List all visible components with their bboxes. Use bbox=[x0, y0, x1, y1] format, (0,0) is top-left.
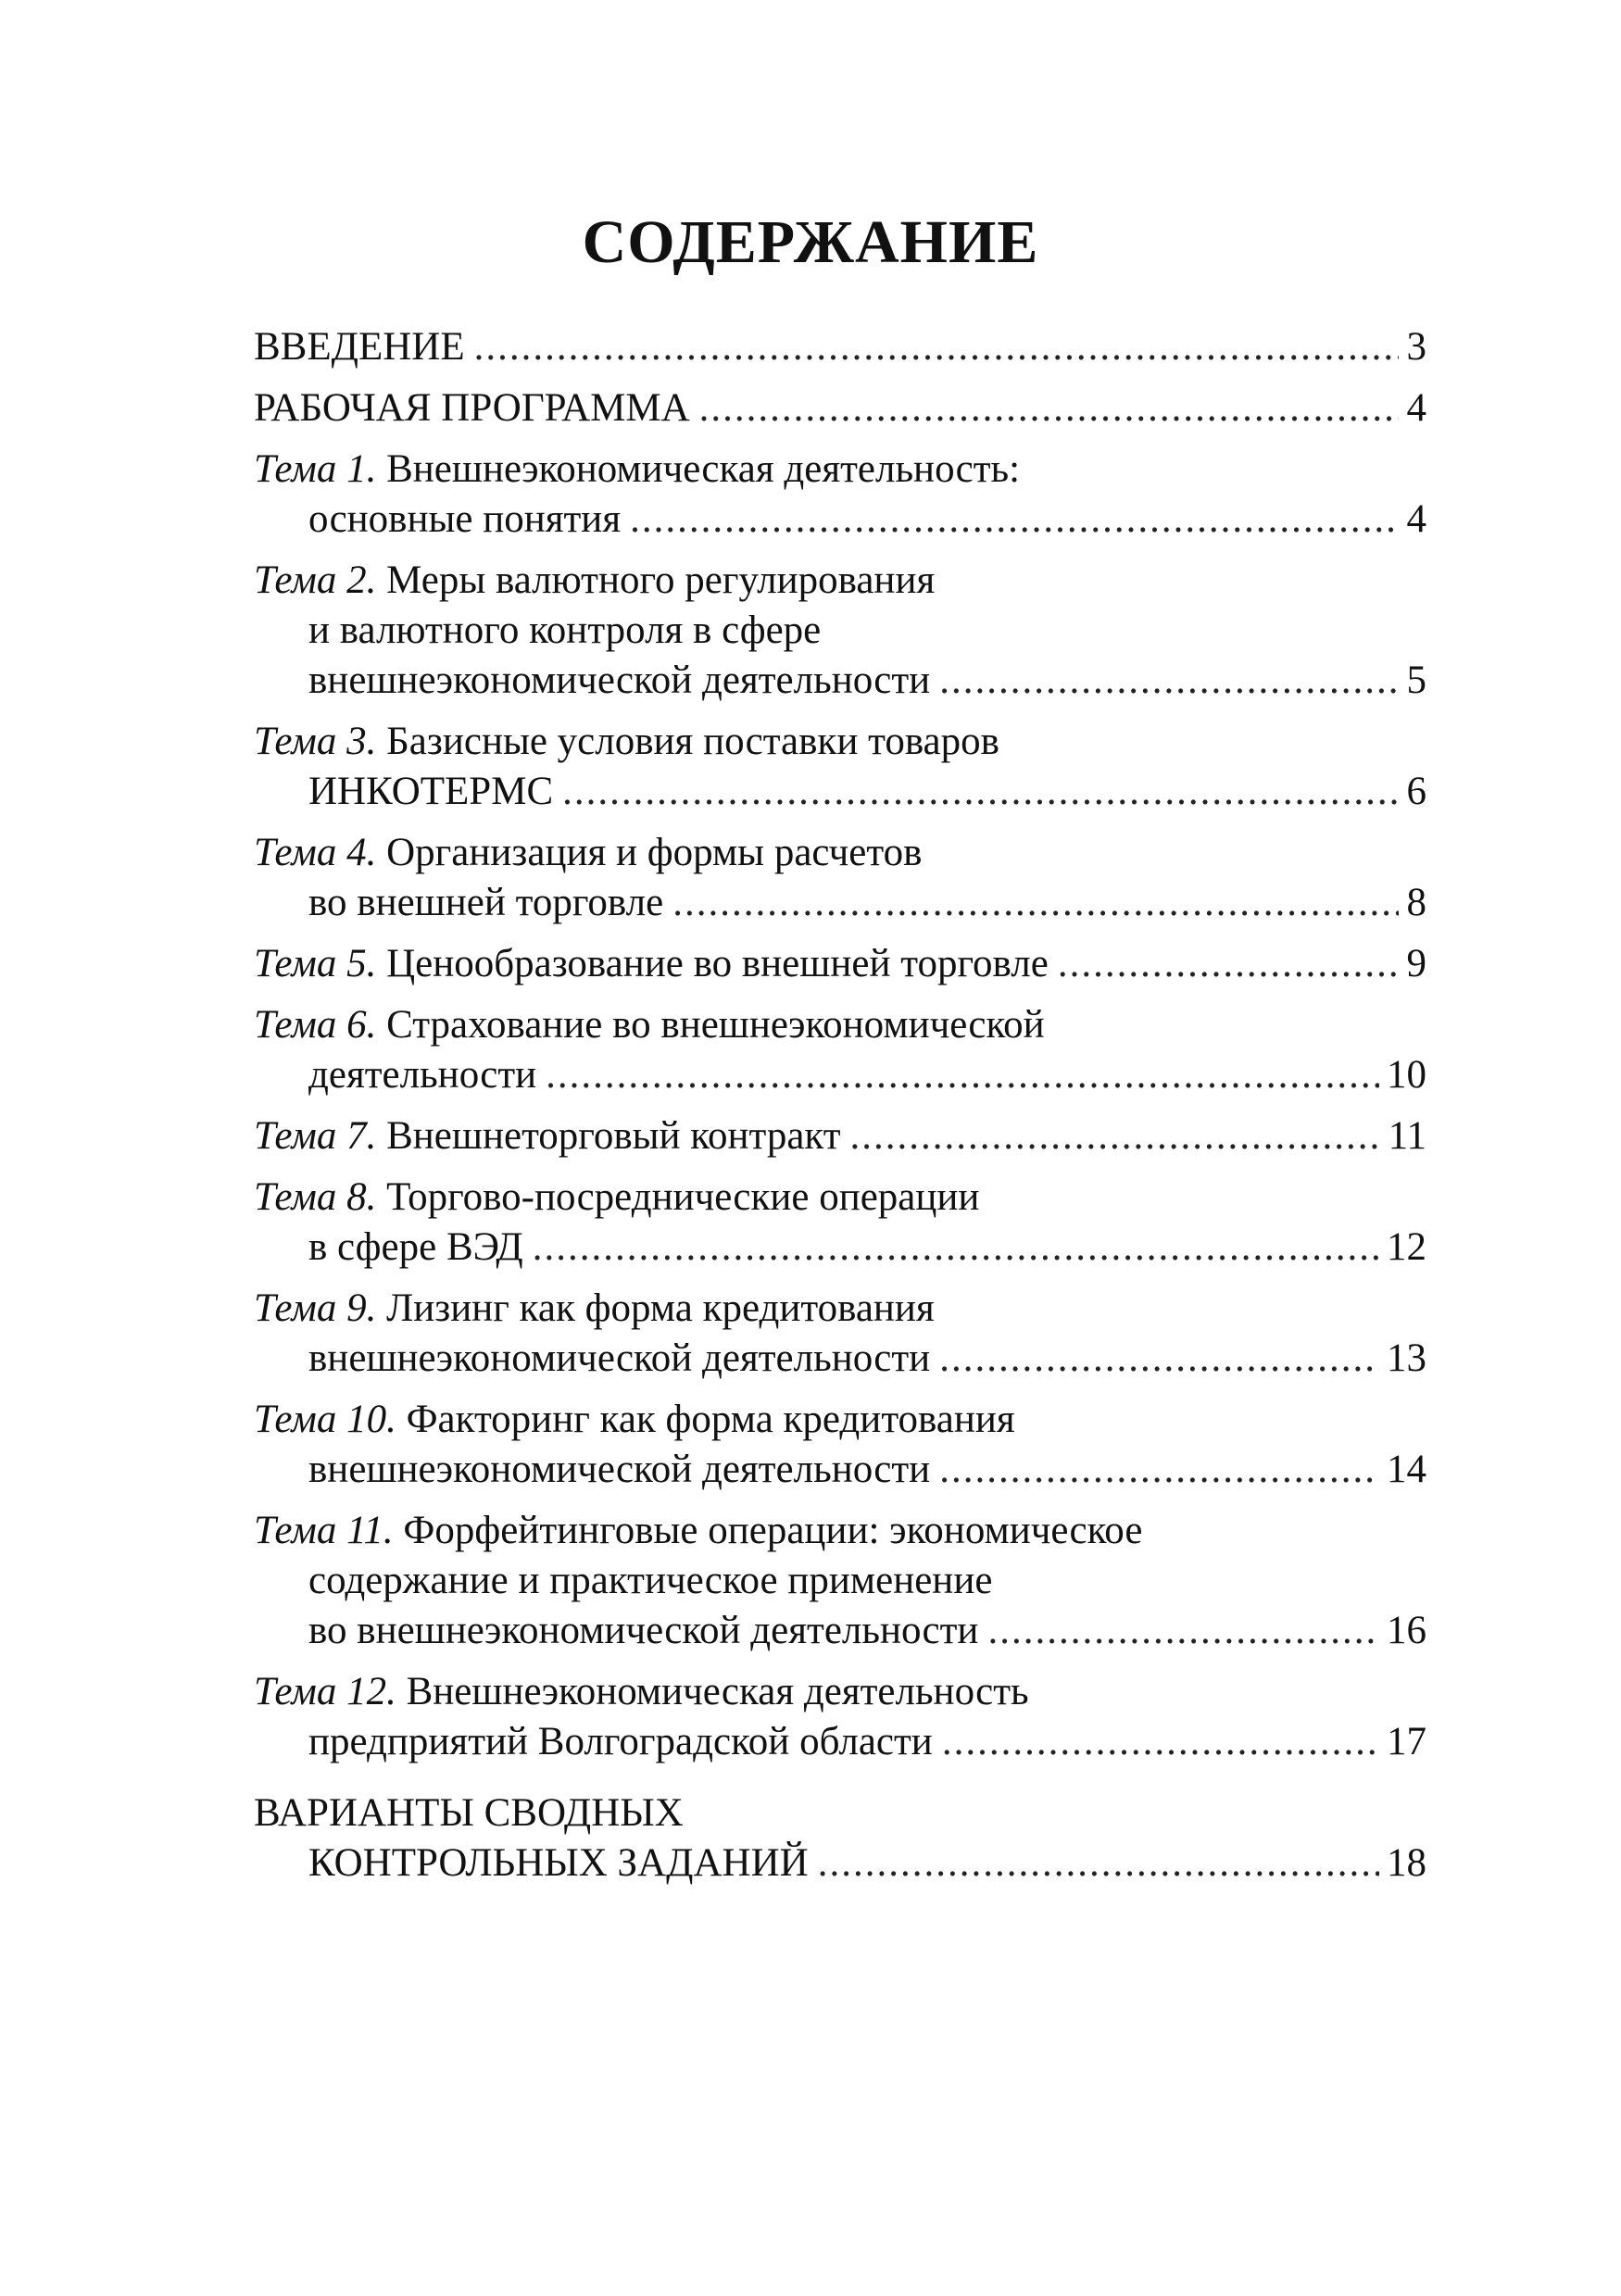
toc-page-number: 14 bbox=[1387, 1448, 1426, 1491]
toc-entry-title: во внешней торговле bbox=[308, 881, 664, 924]
toc-entry-text bbox=[308, 878, 663, 928]
dot-leader bbox=[939, 656, 1399, 706]
toc-page-number: 9 bbox=[1406, 942, 1426, 985]
toc-entry-line bbox=[254, 1334, 1426, 1384]
toc-entry-line bbox=[254, 1788, 1426, 1838]
toc-entry-text bbox=[254, 1670, 1029, 1713]
toc-entry-title: КОНТРОЛЬНЫХ ЗАДАНИЙ bbox=[308, 1841, 809, 1885]
dot-leader bbox=[942, 1717, 1379, 1767]
toc-entry-title: и валютного контроля в сфере bbox=[308, 609, 822, 652]
toc-entry-title: во внешнеэкономической деятельности bbox=[308, 1609, 979, 1652]
toc-entry-line bbox=[254, 767, 1426, 817]
toc-entry[interactable] bbox=[254, 383, 1426, 433]
toc-entry-title: внешнеэкономической деятельности bbox=[308, 659, 931, 702]
toc-entry[interactable] bbox=[254, 1173, 1426, 1273]
toc-entry-line bbox=[254, 1223, 1426, 1273]
toc-page-number: 16 bbox=[1387, 1609, 1426, 1652]
toc-entry-title: внешнеэкономической деятельности bbox=[308, 1448, 931, 1491]
toc-page-number: 10 bbox=[1387, 1053, 1426, 1097]
toc-entry-text bbox=[254, 383, 690, 433]
toc-entry-title: внешнеэкономической деятельности bbox=[308, 1336, 931, 1380]
toc-entry-text bbox=[254, 1286, 935, 1330]
toc-entry-line bbox=[254, 445, 1426, 495]
toc-entry-text bbox=[254, 1791, 684, 1835]
toc-entry-line bbox=[254, 556, 1426, 606]
toc-entry-line bbox=[254, 939, 1426, 989]
toc-entry-text bbox=[254, 1175, 979, 1219]
toc-entry-line bbox=[254, 495, 1426, 545]
toc-entry-title: деятельности bbox=[308, 1053, 537, 1097]
toc-entry[interactable] bbox=[254, 556, 1426, 706]
toc-entry-title: Торгово-посреднические операции bbox=[376, 1175, 980, 1219]
toc-entry-line bbox=[254, 878, 1426, 928]
toc-entry[interactable] bbox=[254, 939, 1426, 989]
toc-entry-title: Организация и формы расчетов bbox=[376, 831, 923, 874]
toc-entry[interactable] bbox=[254, 1284, 1426, 1384]
toc-page-number: 3 bbox=[1406, 325, 1426, 369]
toc-entry-text bbox=[254, 1398, 1015, 1441]
page-title: СОДЕРЖАНИЕ bbox=[582, 208, 1039, 276]
toc-entry-line bbox=[254, 656, 1426, 706]
toc-entry-line bbox=[254, 606, 1426, 656]
toc-topic-label: Тема 3. bbox=[254, 720, 377, 763]
dot-leader bbox=[987, 1606, 1379, 1656]
toc-topic-label: Тема 8. bbox=[254, 1175, 377, 1219]
toc-page-number: 4 bbox=[1406, 386, 1426, 430]
toc-entry-line bbox=[254, 1173, 1426, 1223]
toc-topic-label: Тема 1. bbox=[254, 447, 377, 491]
toc-entry-title: ВВЕДЕНИЕ bbox=[254, 325, 465, 369]
toc-entry[interactable] bbox=[254, 1788, 1426, 1888]
toc-entry-text bbox=[254, 322, 465, 372]
toc-entry-line bbox=[254, 1838, 1426, 1888]
toc-entry-line bbox=[254, 1606, 1426, 1656]
toc-entry-text bbox=[308, 656, 930, 706]
toc-page-number: 8 bbox=[1406, 881, 1426, 924]
dot-leader bbox=[818, 1838, 1379, 1888]
toc-entry-text bbox=[254, 831, 922, 874]
toc-entry[interactable] bbox=[254, 1111, 1426, 1161]
toc-entry-line bbox=[254, 1111, 1426, 1161]
toc-topic-label: Тема 9. bbox=[254, 1286, 377, 1330]
table-of-contents bbox=[254, 322, 1426, 1888]
dot-leader bbox=[562, 767, 1399, 817]
toc-entry-title: Внешнеэкономическая деятельность bbox=[396, 1670, 1029, 1713]
toc-entry-line bbox=[254, 1445, 1426, 1495]
toc-entry-text bbox=[308, 1559, 992, 1602]
toc-entry[interactable] bbox=[254, 445, 1426, 545]
toc-page-number: 5 bbox=[1406, 659, 1426, 702]
toc-entry[interactable] bbox=[254, 1667, 1426, 1767]
dot-leader bbox=[939, 1334, 1379, 1384]
toc-entry-title: Внешнеторговый контракт bbox=[376, 1114, 841, 1158]
dot-leader bbox=[850, 1111, 1381, 1161]
toc-entry[interactable] bbox=[254, 1506, 1426, 1656]
toc-entry-title: Меры валютного регулирования bbox=[376, 558, 936, 602]
toc-topic-label: Тема 6. bbox=[254, 1003, 377, 1047]
toc-page-number: 18 bbox=[1387, 1841, 1426, 1885]
toc-entry-text bbox=[254, 1003, 1045, 1047]
dot-leader bbox=[1058, 939, 1399, 989]
toc-entry-title: Базисные условия поставки товаров bbox=[376, 720, 999, 763]
dot-leader bbox=[699, 383, 1399, 433]
toc-entry-title: основные понятия bbox=[308, 497, 622, 541]
toc-entry[interactable] bbox=[254, 322, 1426, 372]
toc-page-number: 11 bbox=[1388, 1114, 1426, 1158]
toc-page-number: 4 bbox=[1406, 497, 1426, 541]
toc-entry-title: ИНКОТЕРМС bbox=[308, 770, 554, 813]
toc-topic-label: Тема 2. bbox=[254, 558, 377, 602]
toc-page-number: 12 bbox=[1387, 1225, 1426, 1269]
toc-topic-label: Тема 12. bbox=[254, 1670, 396, 1713]
toc-entry-title: содержание и практическое применение bbox=[308, 1559, 993, 1602]
dot-leader bbox=[546, 1050, 1379, 1100]
toc-topic-label: Тема 5. bbox=[254, 942, 377, 985]
toc-entry-text bbox=[308, 1334, 930, 1384]
toc-entry-line bbox=[254, 717, 1426, 767]
toc-entry-line bbox=[254, 1000, 1426, 1050]
toc-entry-text bbox=[254, 1111, 841, 1161]
toc-entry-text bbox=[308, 495, 621, 545]
toc-entry-line bbox=[254, 1667, 1426, 1717]
dot-leader bbox=[939, 1445, 1379, 1495]
toc-entry-text bbox=[308, 1050, 536, 1100]
toc-entry-text bbox=[308, 1838, 809, 1888]
toc-entry-line bbox=[254, 1556, 1426, 1606]
toc-topic-label: Тема 4. bbox=[254, 831, 377, 874]
toc-entry-text bbox=[308, 609, 821, 652]
toc-entry-text bbox=[254, 447, 1020, 491]
dot-leader bbox=[672, 878, 1399, 928]
toc-entry-line bbox=[254, 1284, 1426, 1334]
toc-page-number: 6 bbox=[1406, 770, 1426, 813]
toc-entry-title: Страхование во внешнеэкономической bbox=[376, 1003, 1045, 1047]
toc-entry-title: Ценообразование во внешней торговле bbox=[376, 942, 1049, 985]
toc-entry[interactable] bbox=[254, 717, 1426, 817]
toc-entry-text bbox=[254, 558, 935, 602]
toc-entry-title: РАБОЧАЯ ПРОГРАММА bbox=[254, 386, 690, 430]
toc-entry-line bbox=[254, 828, 1426, 878]
toc-entry-title: Внешнеэкономическая деятельность: bbox=[376, 447, 1021, 491]
toc-entry-text bbox=[308, 1717, 933, 1767]
toc-entry-text bbox=[308, 1445, 930, 1495]
toc-entry-title: Факторинг как форма кредитования bbox=[396, 1398, 1015, 1441]
toc-entry-line bbox=[254, 1717, 1426, 1767]
toc-page-number: 17 bbox=[1387, 1720, 1426, 1763]
toc-entry-line bbox=[254, 322, 1426, 372]
toc-entry-line bbox=[254, 1395, 1426, 1445]
toc-entry-title: Лизинг как форма кредитования bbox=[376, 1286, 935, 1330]
dot-leader bbox=[533, 1223, 1379, 1273]
toc-entry-title: Форфейтинговые операции: экономическое bbox=[393, 1509, 1143, 1552]
toc-topic-label: Тема 7. bbox=[254, 1114, 377, 1158]
toc-entry-title: ВАРИАНТЫ СВОДНЫХ bbox=[254, 1791, 684, 1835]
toc-entry-title: в сфере ВЭД bbox=[308, 1225, 523, 1269]
toc-entry-line bbox=[254, 383, 1426, 433]
toc-entry-line bbox=[254, 1050, 1426, 1100]
toc-entry-text bbox=[308, 767, 553, 817]
toc-entry-line bbox=[254, 1506, 1426, 1556]
toc-entry-title: предприятий Волгоградской области bbox=[308, 1720, 933, 1763]
toc-entry[interactable] bbox=[254, 1000, 1426, 1100]
toc-entry-text bbox=[254, 939, 1049, 989]
toc-entry-text bbox=[308, 1223, 523, 1273]
toc-entry[interactable] bbox=[254, 1395, 1426, 1495]
toc-entry-text bbox=[254, 1509, 1142, 1552]
toc-entry-text bbox=[308, 1606, 978, 1656]
toc-page-number: 13 bbox=[1387, 1336, 1426, 1380]
toc-topic-label: Тема 10. bbox=[254, 1398, 396, 1441]
toc-entry-text bbox=[254, 720, 999, 763]
dot-leader bbox=[630, 495, 1399, 545]
dot-leader bbox=[474, 322, 1399, 372]
toc-topic-label: Тема 11. bbox=[254, 1509, 394, 1552]
toc-entry[interactable] bbox=[254, 828, 1426, 928]
